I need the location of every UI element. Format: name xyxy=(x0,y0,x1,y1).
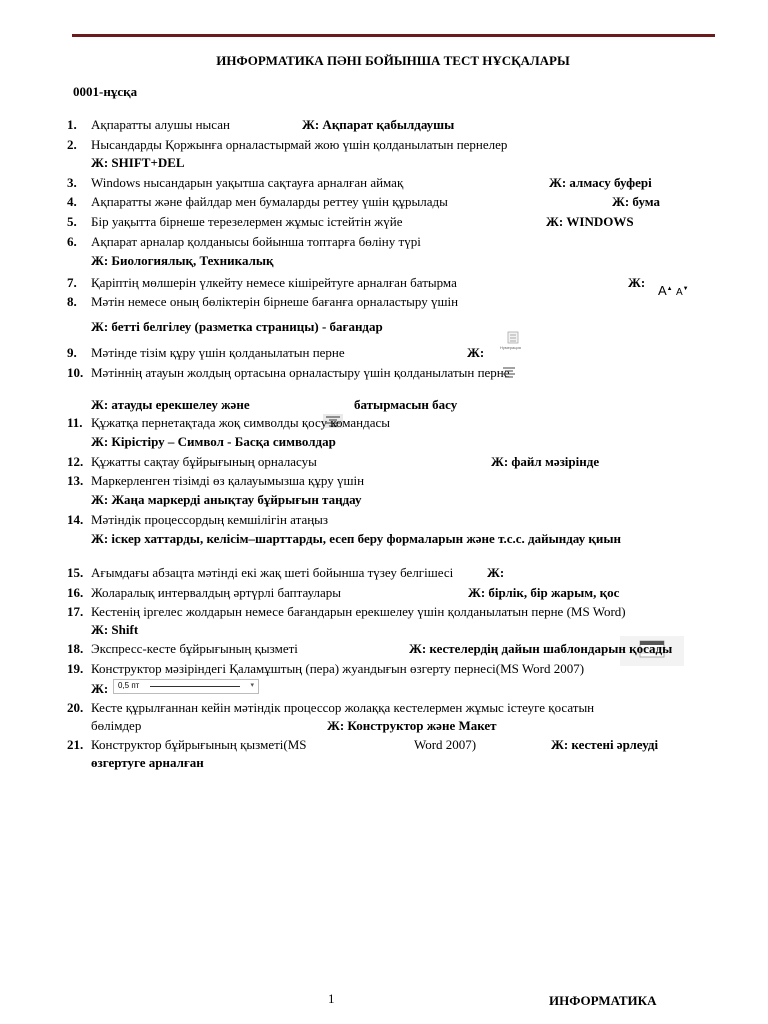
question-text: Мәтін немесе оның бөліктерін бірнеше бағанға орналастыру үшін xyxy=(91,294,459,309)
chevron-down-icon: ▾ xyxy=(250,682,254,689)
question-text: Нысандарды Қоржынға орналастырмай жою үшін қолданылатын пернелер xyxy=(91,137,508,152)
header-rule xyxy=(72,34,715,37)
answer-text: Ж: xyxy=(91,681,109,696)
question-text: Мәтіндік процессордың кемшілігін атаңыз xyxy=(91,512,329,527)
item-number: 12. xyxy=(67,454,84,469)
item-number: 11. xyxy=(67,415,83,430)
question-text: Конструктор бұйрығының қызметі(MS xyxy=(91,737,307,752)
answer-text: Ж: іскер хаттарды, келісім–шарттарды, есеп беру формаларын және т.с.с. дайындау қиын xyxy=(91,531,622,546)
answer-text: Ж: бірлік, бір жарым, қос xyxy=(468,585,620,600)
question-text: Ақпарат арналар қолданысы бойынша топтарға бөліну түрі xyxy=(91,234,421,249)
answer-text: Ж: Жаңа маркерді анықтау бұйрығын таңдау xyxy=(91,492,362,507)
answer-text: Ж: атауды ерекшелеу және xyxy=(91,397,250,412)
numbered-list-icon xyxy=(500,331,526,355)
answer-text: Ж: Конструктор және Макет xyxy=(327,718,497,733)
question-text: Мәтінде тізім құру үшін қолданылатын перне xyxy=(91,345,345,360)
question-text: Ақпаратты және файлдар мен бумаларды реттеу үшін құрылады xyxy=(91,194,448,209)
question-text: Windows нысандарын уақытша сақтауға арналған аймақ xyxy=(91,175,404,190)
question-text: Мәтіннің атауын жолдың ортасына орналастыру үшін қолданылатын перне xyxy=(91,365,510,380)
question-text: Ақпаратты алушы нысан xyxy=(91,117,230,132)
list-icon-caption: Нумерация xyxy=(500,345,521,350)
pen-weight-dropdown xyxy=(113,679,259,694)
answer-text: Ж: Биологиялық, Техникалық xyxy=(91,253,274,268)
answer-text: Ж: алмасу буфері xyxy=(549,175,652,190)
answer-text: Ж: WINDOWS xyxy=(546,214,634,229)
item-number: 18. xyxy=(67,641,84,656)
item-number: 2. xyxy=(67,137,77,152)
answer-text: Ж: Кірістіру – Символ - Басқа символдар xyxy=(91,434,336,449)
question-text: Маркерленген тізімді өз қалауымызша құру үшін xyxy=(91,473,365,488)
item-number: 8. xyxy=(67,294,77,309)
item-number: 13. xyxy=(67,473,84,488)
answer-text: Ж: бетті белгілеу (разметка страницы) - бағандар xyxy=(91,319,383,334)
question-text: Ағымдағы абзацта мәтінді екі жақ шеті бойынша түзеу белгішесі xyxy=(91,565,454,580)
question-text: Қаріптің мөлшерін үлкейту немесе кішірейтуге арналған батырма xyxy=(91,275,457,290)
pen-weight-value: 0,5 пт xyxy=(118,681,140,690)
answer-text: Ж: Ақпарат қабылдаушы xyxy=(302,117,455,132)
footer-title: ИНФОРМАТИКА xyxy=(549,993,657,1008)
question-text: Құжатты сақтау бұйрығының орналасуы xyxy=(91,454,317,469)
question-text-mid: Word 2007) xyxy=(414,737,477,752)
item-number: 7. xyxy=(67,275,77,290)
item-number: 17. xyxy=(67,604,84,619)
answer-text-continued: батырмасын басу xyxy=(354,397,458,412)
question-text: Экспресс-кесте бұйрығының қызметі xyxy=(91,641,298,656)
answer-text: Ж: xyxy=(628,275,646,290)
item-number: 14. xyxy=(67,512,84,527)
item-number: 21. xyxy=(67,737,84,752)
question-text: Құжатқа пернетақтада жоқ символды қосу командасы xyxy=(91,415,391,430)
item-number: 10. xyxy=(67,365,84,380)
item-number: 15. xyxy=(67,565,84,580)
page-number: 1 xyxy=(328,991,335,1006)
answer-text: Ж: бума xyxy=(612,194,661,209)
item-number: 16. xyxy=(67,585,84,600)
answer-text: Ж: файл мәзірінде xyxy=(491,454,600,469)
question-text: Бір уақытта бірнеше терезелермен жұмыс істейтін жүйе xyxy=(91,214,403,229)
variant-label: 0001-нұсқа xyxy=(73,84,138,99)
item-number: 4. xyxy=(67,194,77,209)
item-number: 3. xyxy=(67,175,77,190)
item-number: 9. xyxy=(67,345,77,360)
answer-text: Ж: кестелердің дайын шаблондарын қосады xyxy=(409,641,673,656)
pen-weight-line xyxy=(150,686,240,687)
question-text: Кесте құрылғаннан кейін мәтіндік процессор жолаққа кестелермен жұмыс істеуге қосатын xyxy=(91,700,595,715)
answer-text-continued: өзгертуге арналған xyxy=(91,755,204,770)
question-text: Кестенің іргелес жолдарын немесе бағандарын ерекшелеу үшін қолданылатын перне (MS Word) xyxy=(91,604,626,619)
question-text: Жоларалық интервалдың әртүрлі баптаулары xyxy=(91,585,342,600)
answer-text: Ж: xyxy=(487,565,505,580)
item-number: 6. xyxy=(67,234,77,249)
document-title: ИНФОРМАТИКА ПӘНІ БОЙЫНША ТЕСТ НҰСҚАЛАРЫ xyxy=(216,53,570,68)
item-number: 5. xyxy=(67,214,77,229)
item-number: 19. xyxy=(67,661,84,676)
answer-text: Ж: Shift xyxy=(91,622,139,637)
answer-text: Ж: SHIFT+DEL xyxy=(91,155,185,170)
font-size-icon: A▲ A▼ xyxy=(658,283,689,298)
item-number: 20. xyxy=(67,700,84,715)
question-text: Конструктор мәзіріндегі Қаламұштың (пера) жуандығын өзгерту пернесі(MS Word 2007) xyxy=(91,661,585,676)
answer-text: Ж: кестені әрлеуді xyxy=(551,737,659,752)
align-center-icon xyxy=(502,365,516,383)
item-number: 1. xyxy=(67,117,77,132)
answer-text: Ж: xyxy=(467,345,485,360)
question-text-continued: бөлімдер xyxy=(91,718,142,733)
